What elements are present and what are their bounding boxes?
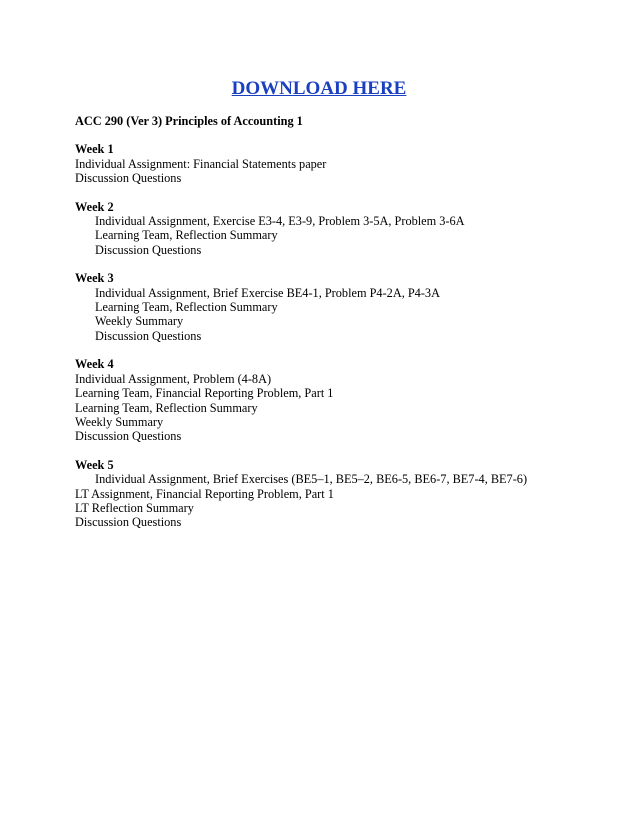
week-2-item: Individual Assignment, Exercise E3-4, E3-9, Problem 3-5A, Problem 3-6A [95, 214, 465, 229]
week-2-item: Learning Team, Reflection Summary [95, 228, 278, 243]
week-5-heading: Week 5 [75, 457, 114, 472]
week-3-heading: Week 3 [75, 271, 114, 286]
week-4-section [75, 357, 615, 443]
week-5-item: Discussion Questions [75, 515, 182, 530]
week-5-item: Individual Assignment, Brief Exercises (BE5–1, BE5–2, BE6-5, BE6-7, BE7-4, BE7-6) [95, 472, 528, 487]
week-4-item: Learning Team, Financial Reporting Problem, Part 1 [75, 386, 334, 401]
week-5-item: LT Assignment, Financial Reporting Problem, Part 1 [75, 486, 334, 501]
week-1-heading: Week 1 [75, 142, 114, 157]
week-2-item: Discussion Questions [95, 242, 202, 257]
week-3-section [75, 271, 615, 343]
week-4-item: Discussion Questions [75, 429, 182, 444]
week-1-section [75, 142, 615, 185]
document-content [75, 114, 615, 544]
course-title: ACC 290 (Ver 3) Principles of Accounting 1 [75, 114, 303, 128]
week-3-item: Learning Team, Reflection Summary [95, 300, 278, 315]
download-link[interactable]: DOWNLOAD HERE [231, 78, 407, 99]
week-5-item: LT Reflection Summary [75, 500, 194, 515]
week-2-section [75, 200, 615, 258]
week-3-item: Discussion Questions [95, 328, 202, 343]
week-4-heading: Week 4 [75, 357, 114, 372]
week-4-item: Learning Team, Reflection Summary [75, 400, 258, 415]
week-3-item: Weekly Summary [95, 314, 184, 329]
week-2-heading: Week 2 [75, 199, 114, 214]
week-1-item: Individual Assignment: Financial Statements paper [75, 156, 327, 171]
week-4-item: Individual Assignment, Problem (4-8A) [75, 371, 272, 386]
week-1-item: Discussion Questions [75, 171, 182, 186]
week-5-section [75, 458, 615, 530]
week-4-item: Weekly Summary [75, 414, 164, 429]
week-3-item: Individual Assignment, Brief Exercise BE4-1, Problem P4-2A, P4-3A [95, 285, 440, 300]
